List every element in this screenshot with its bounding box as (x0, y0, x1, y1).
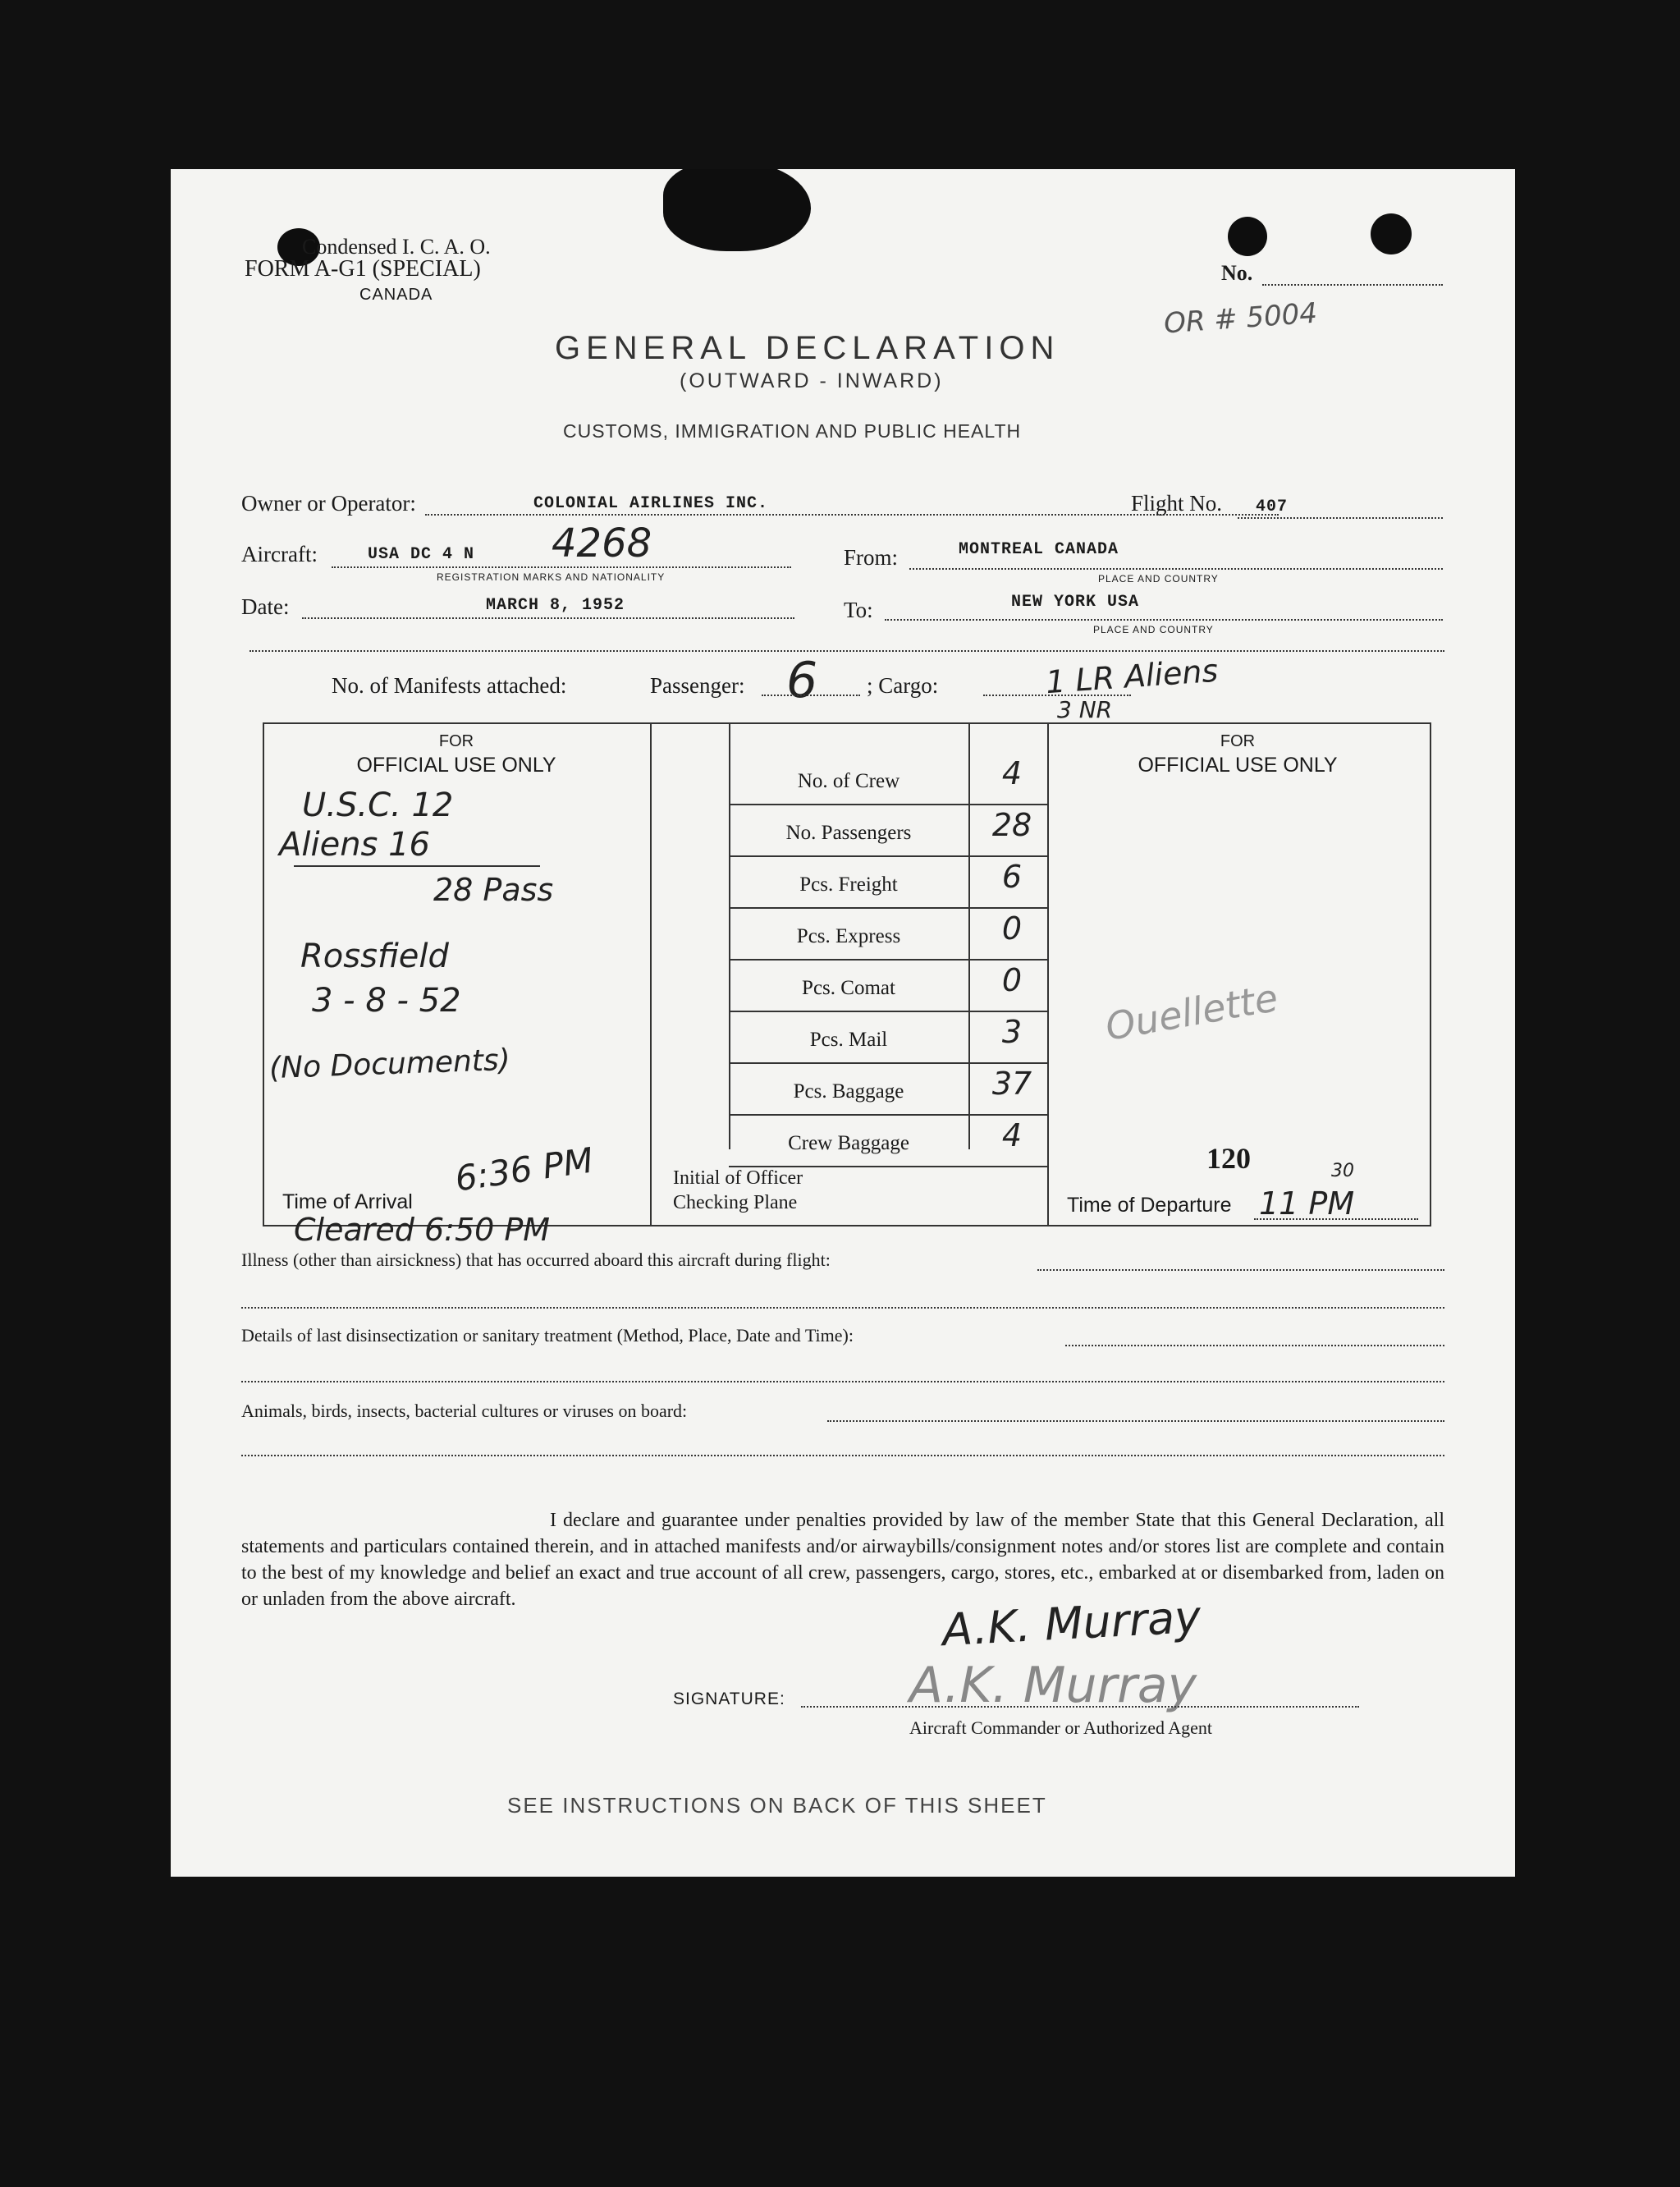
time-departure-label: Time of Departure (1067, 1194, 1232, 1217)
footer-instructions: SEE INSTRUCTIONS ON BACK OF THIS SHEET (507, 1793, 1047, 1818)
left-note-officer: Rossfield (300, 938, 449, 975)
aircraft-line (332, 566, 791, 568)
signature-caption: Aircraft Commander or Authorized Agent (909, 1717, 1213, 1738)
from-value: MONTREAL CANADA (959, 540, 1119, 559)
signature-handwritten-1: A.K. Murray (941, 1590, 1202, 1657)
count-row (729, 907, 1049, 961)
count-label: Crew Baggage (788, 1132, 909, 1154)
animals-line-2 (241, 1455, 1444, 1456)
count-row (729, 1062, 1049, 1116)
count-value: 0 (1001, 962, 1023, 998)
col-divider-1 (650, 722, 652, 1225)
to-line (885, 619, 1443, 621)
count-value: 4 (1001, 755, 1023, 791)
date-label: Date: (241, 594, 290, 619)
time-arrival-label: Time of Arrival (282, 1190, 413, 1213)
time-departure-line (1254, 1218, 1418, 1220)
manifest-cargo-label: ; Cargo: (867, 673, 939, 698)
flight-label: Flight No. (1131, 491, 1223, 516)
signature-line (801, 1706, 1359, 1708)
count-label: Pcs. Baggage (793, 1080, 904, 1103)
left-note-underline (294, 865, 540, 867)
time-arrival-value: 6:36 PM (452, 1139, 596, 1199)
from-label: From: (844, 545, 899, 570)
form-subheading: CUSTOMS, IMMIGRATION AND PUBLIC HEALTH (563, 420, 1022, 442)
count-value: 3 (1001, 1014, 1023, 1050)
count-value: 4 (1001, 1117, 1023, 1153)
count-value: 0 (1001, 910, 1023, 947)
manifest-passenger-label: Passenger: (650, 673, 745, 698)
count-label: Pcs. Mail (809, 1029, 888, 1051)
count-row (729, 1011, 1049, 1064)
initial-label-2: Checking Plane (673, 1192, 798, 1213)
right-official-title: OFFICIAL USE ONLY (1138, 754, 1338, 777)
punch-hole-mid (1228, 217, 1267, 256)
count-row (729, 752, 1049, 805)
form-title: GENERAL DECLARATION (555, 330, 1060, 366)
illness-line-1 (1037, 1269, 1444, 1271)
count-row (729, 959, 1049, 1012)
from-line (909, 568, 1443, 570)
number-line (1262, 284, 1443, 286)
manifest-note-line2: 3 NR (1057, 696, 1113, 723)
form-code-line1: Condensed I. C. A. O. (302, 235, 491, 259)
count-value: 37 (991, 1066, 1032, 1102)
left-note-documents: (No Documents) (268, 1043, 511, 1086)
declaration-text: I declare and guarantee under penalties provided by law of the member State that this General Declaration, all statements and particulars contained therein, and in attached manifests and/or airwaybills/consignment notes and/or stores list are complete and contain to the best of my knowledge and belief an exact and true account of all crew, passengers, cargo, stores, etc., embarked at or disembarked from, laden on or unladen from the above aircraft. (241, 1510, 1444, 1610)
manifest-note-line1: 1 LR Aliens (1044, 652, 1220, 701)
signature-handwritten-2: A.K. Murray (909, 1657, 1197, 1714)
manifests-label: No. of Manifests attached: (332, 673, 567, 698)
form-code-line2: FORM A-G1 (SPECIAL) (245, 256, 481, 282)
left-official-for: FOR (438, 732, 474, 750)
manifest-passenger-value: 6 (786, 652, 818, 709)
illness-label: Illness (other than airsickness) that has occurred aboard this aircraft during flight: (241, 1249, 831, 1270)
left-note-total: 28 Pass (433, 872, 554, 908)
right-official-signature: Ouellette (1101, 975, 1281, 1049)
count-value: 28 (991, 807, 1032, 843)
left-note-aliens: Aliens 16 (279, 826, 431, 864)
left-official-title: OFFICIAL USE ONLY (356, 754, 556, 777)
flight-value: 407 (1256, 497, 1289, 516)
time-departure-superscript: 30 (1331, 1161, 1354, 1181)
number-handwritten: OR # 5004 (1162, 296, 1319, 341)
count-row (729, 804, 1049, 857)
date-value: MARCH 8, 1952 (486, 596, 625, 615)
torn-corner (663, 169, 811, 251)
to-label: To: (844, 598, 873, 622)
animals-line-1 (827, 1420, 1444, 1422)
separator-line (249, 650, 1444, 652)
place-caption-from: PLACE AND COUNTRY (1098, 573, 1219, 585)
cleared-note: Cleared 6:50 PM (294, 1212, 551, 1248)
owner-value: COLONIAL AIRLINES INC. (533, 494, 769, 513)
right-official-for: FOR (1220, 732, 1256, 750)
form-subtitle: (OUTWARD - INWARD) (680, 369, 944, 392)
place-caption-to: PLACE AND COUNTRY (1093, 624, 1214, 635)
left-note-date: 3 - 8 - 52 (312, 982, 461, 1020)
initial-label-1: Initial of Officer (673, 1167, 803, 1189)
declaration-form (171, 169, 1515, 1877)
count-value: 6 (1001, 859, 1023, 895)
signature-label: SIGNATURE: (673, 1690, 785, 1708)
illness-line-2 (241, 1307, 1444, 1309)
aircraft-value: USA DC 4 N (368, 545, 475, 564)
disinsect-line-2 (241, 1381, 1444, 1382)
count-label: No. of Crew (797, 770, 900, 792)
count-row (729, 1114, 1049, 1167)
number-label: No. (1221, 261, 1253, 285)
date-line (302, 617, 794, 619)
count-label: Pcs. Freight (799, 873, 898, 896)
disinsect-line-1 (1065, 1345, 1444, 1346)
count-row (729, 855, 1049, 909)
count-label: No. Passengers (785, 822, 912, 844)
punch-hole-right (1371, 213, 1412, 254)
registration-caption: REGISTRATION MARKS AND NATIONALITY (437, 571, 666, 583)
disinsect-label: Details of last disinsectization or sanitary treatment (Method, Place, Date and Time): (241, 1325, 854, 1346)
count-label: Pcs. Comat (802, 977, 895, 999)
owner-label: Owner or Operator: (241, 491, 416, 516)
form-code-line3: CANADA (359, 286, 433, 304)
animals-label: Animals, birds, insects, bacterial cultures or viruses on board: (241, 1401, 688, 1421)
time-departure-value: 11 PM (1259, 1185, 1355, 1222)
flight-line (1238, 517, 1443, 519)
count-label: Pcs. Express (796, 925, 901, 947)
manifest-passenger-line (762, 695, 860, 696)
aircraft-label: Aircraft: (241, 542, 318, 566)
to-value: NEW YORK USA (1011, 593, 1140, 612)
aircraft-handwritten: 4268 (552, 520, 652, 566)
right-official-number: 120 (1206, 1142, 1251, 1175)
left-note-usc: U.S.C. 12 (302, 786, 454, 824)
